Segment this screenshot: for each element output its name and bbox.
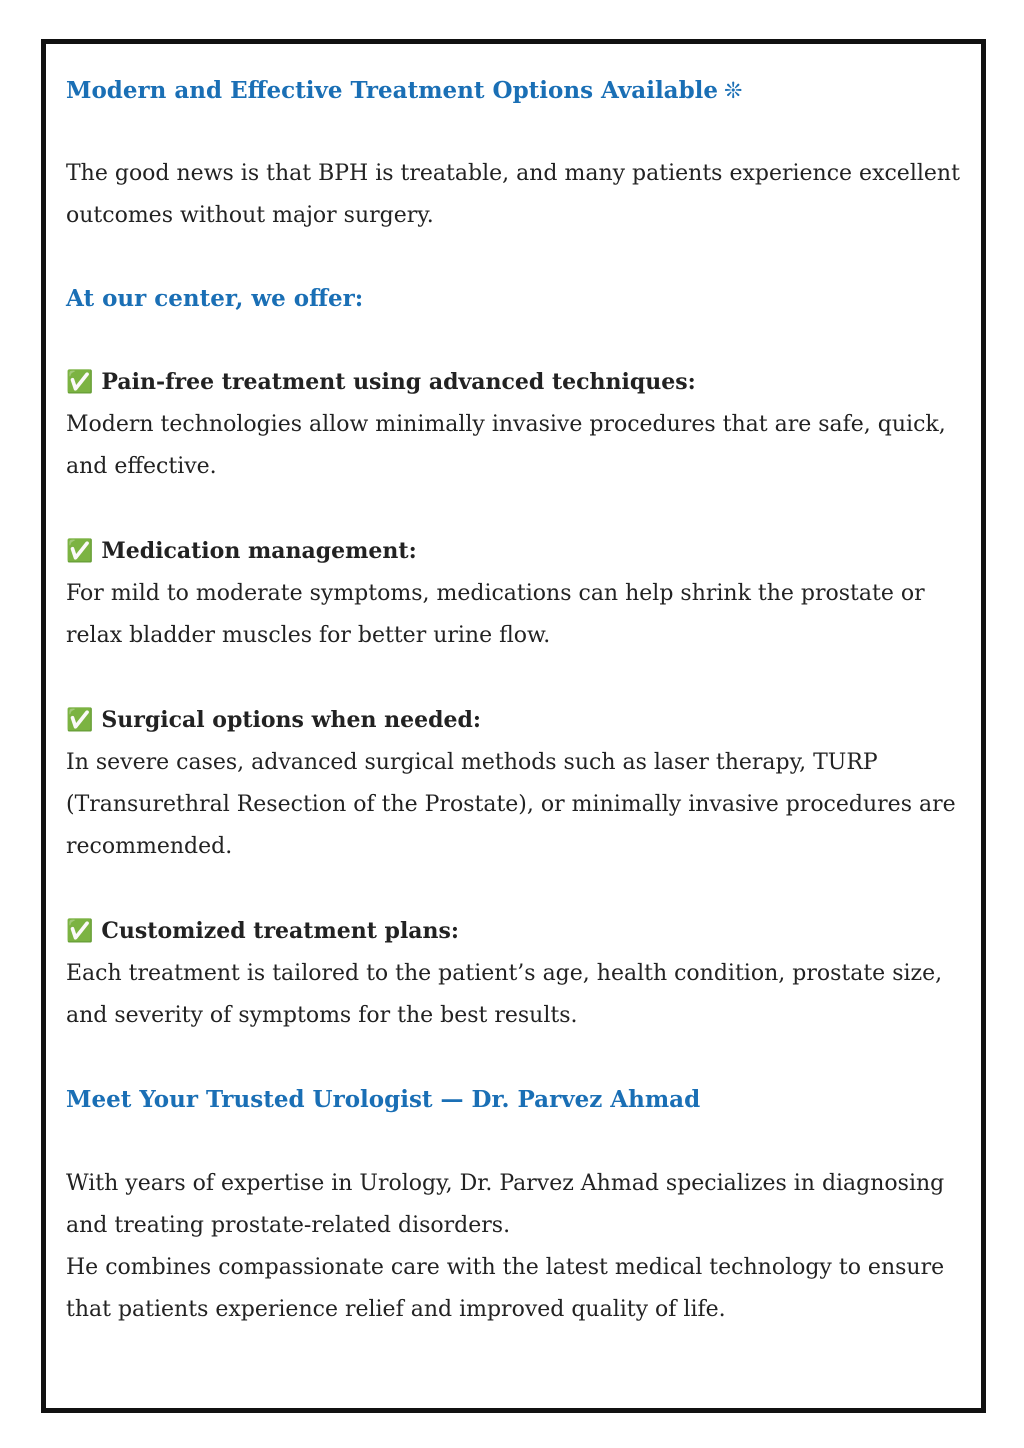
treatment-item bbox=[66, 361, 966, 488]
about-paragraph bbox=[66, 1163, 966, 1331]
description-line: and severity of symptoms for the best results. bbox=[66, 1003, 578, 1028]
treatment-item-title bbox=[66, 910, 966, 953]
about-line: With years of expertise in Urology, Dr. Parvez Ahmad specializes in diagnosing bbox=[66, 1171, 945, 1196]
treatment-item-title-text: Medication management: bbox=[101, 538, 417, 564]
intro-line: outcomes without major surgery. bbox=[66, 203, 434, 228]
description-line: relax bladder muscles for better urine flow. bbox=[66, 623, 551, 648]
check-icon: ✅ bbox=[66, 370, 94, 395]
page-content bbox=[66, 74, 966, 1331]
page-frame bbox=[41, 39, 986, 1413]
offer-heading: At our center, we offer: bbox=[66, 285, 364, 312]
treatment-item-title bbox=[66, 699, 966, 742]
treatment-item-description bbox=[66, 953, 966, 1037]
treatment-options-heading-text: Modern and Effective Treatment Options Available bbox=[66, 77, 719, 104]
treatment-item bbox=[66, 699, 966, 868]
description-line: Each treatment is tailored to the patient’s age, health condition, prostate size, bbox=[66, 961, 943, 986]
treatment-item-title-text: Pain-free treatment using advanced techniques: bbox=[101, 369, 696, 395]
description-line: and effective. bbox=[66, 454, 217, 479]
intro-paragraph bbox=[66, 153, 966, 237]
intro-line: The good news is that BPH is treatable, and many patients experience excellent bbox=[66, 161, 960, 186]
check-icon: ✅ bbox=[66, 919, 94, 944]
description-line: recommended. bbox=[66, 834, 233, 859]
description-line: In severe cases, advanced surgical methods such as laser therapy, TURP bbox=[66, 750, 878, 775]
urologist-heading: Meet Your Trusted Urologist — Dr. Parvez Ahmad bbox=[66, 1086, 701, 1113]
treatment-item-title-text: Customized treatment plans: bbox=[101, 918, 460, 944]
treatment-item-title-text: Surgical options when needed: bbox=[101, 707, 482, 733]
treatment-item bbox=[66, 530, 966, 657]
treatment-item-description bbox=[66, 742, 966, 868]
description-line: For mild to moderate symptoms, medications can help shrink the prostate or bbox=[66, 581, 925, 606]
treatment-options-heading bbox=[66, 74, 966, 109]
about-line: He combines compassionate care with the latest medical technology to ensure bbox=[66, 1255, 945, 1280]
description-line: Modern technologies allow minimally invasive procedures that are safe, quick, bbox=[66, 412, 946, 437]
about-line: and treating prostate-related disorders. bbox=[66, 1213, 511, 1238]
sparkle-icon: ❊ bbox=[724, 79, 743, 104]
treatment-item-title bbox=[66, 361, 966, 404]
check-icon: ✅ bbox=[66, 539, 94, 564]
check-icon: ✅ bbox=[66, 708, 94, 733]
treatment-item-description bbox=[66, 404, 966, 488]
treatment-item-title bbox=[66, 530, 966, 573]
treatment-item bbox=[66, 910, 966, 1037]
description-line: (Transurethral Resection of the Prostate), or minimally invasive procedures are bbox=[66, 792, 956, 817]
treatment-item-description bbox=[66, 573, 966, 657]
about-line: that patients experience relief and improved quality of life. bbox=[66, 1297, 726, 1322]
